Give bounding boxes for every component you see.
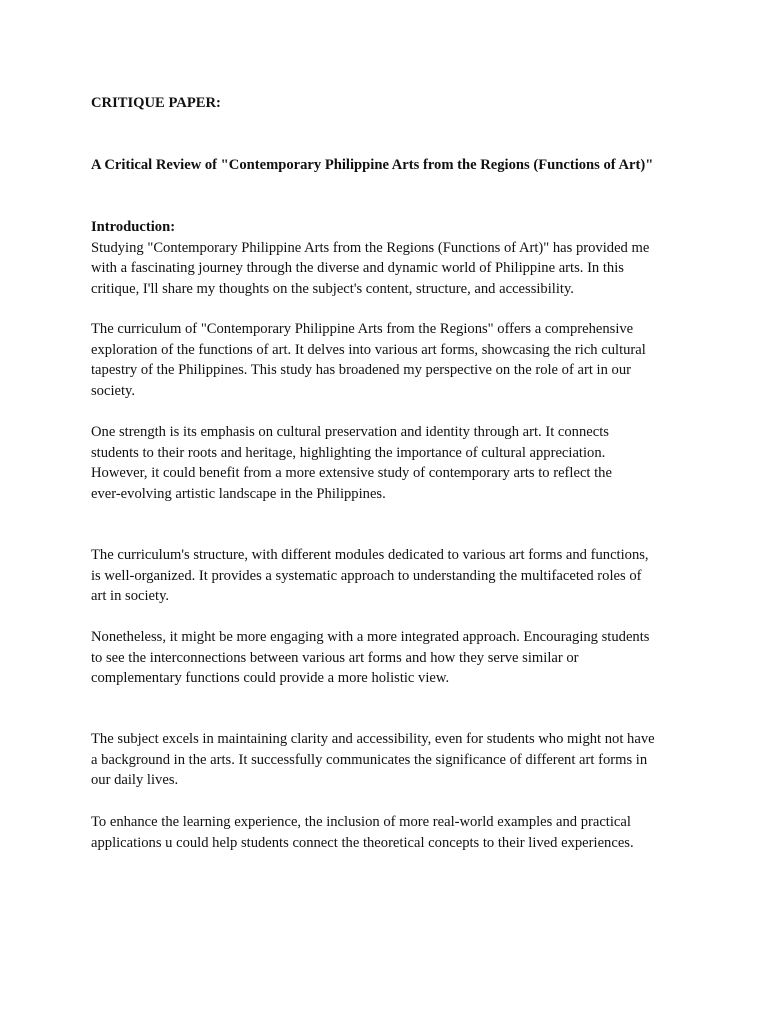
document-title-text: A Critical Review of "Contemporary Philippine Arts from the Regions (Functions of Art)": [91, 157, 654, 173]
paragraph-line: To enhance the learning experience, the inclusion of more real-world examples and practical: [91, 814, 631, 830]
paragraph-line: Studying "Contemporary Philippine Arts from the Regions (Functions of Art)" has provided me: [91, 239, 650, 256]
paragraph-line: exploration of the functions of art. It delves into various art forms, showcasing the rich cultural: [91, 341, 646, 358]
introduction-section: [91, 217, 681, 299]
paragraph-line: to see the interconnections between various art forms and how they serve similar or: [91, 649, 579, 666]
introduction-heading: Introduction:: [91, 219, 176, 235]
paragraph-integration: [91, 627, 681, 689]
paragraph-line: complementary functions could provide a more holistic view.: [91, 670, 450, 687]
paragraph-line: our daily lives.: [91, 772, 179, 789]
paragraph-strength: [91, 422, 681, 504]
paragraph-line: with a fascinating journey through the diverse and dynamic world of Philippine arts. In this: [91, 260, 624, 277]
document-label-text: CRITIQUE PAPER:: [91, 95, 221, 111]
paragraph-line: a background in the arts. It successfully communicates the significance of different art forms in: [91, 751, 648, 768]
paragraph-line: is well-organized. It provides a systematic approach to understanding the multifaceted roles of: [91, 567, 642, 584]
paragraph-line: applications u could help students connect the theoretical concepts to their lived experiences.: [91, 834, 634, 851]
paragraph-line: society.: [91, 382, 136, 399]
paragraph-enhancement: [91, 812, 681, 853]
paragraph-structure: [91, 545, 681, 607]
paragraph-line: ever-evolving artistic landscape in the Philippines.: [91, 485, 386, 502]
paragraph-line: The subject excels in maintaining clarity and accessibility, even for students who might not have: [91, 731, 655, 747]
paragraph-line: critique, I'll share my thoughts on the subject's content, structure, and accessibility.: [91, 280, 574, 297]
paragraph-line: art in society.: [91, 588, 170, 605]
paragraph-line: One strength is its emphasis on cultural preservation and identity through art. It connects: [91, 424, 609, 440]
paragraph-clarity: [91, 729, 681, 791]
document-title: [91, 155, 681, 176]
document-label: [91, 93, 681, 114]
paragraph-line: The curriculum's structure, with different modules dedicated to various art forms and functions,: [91, 547, 649, 563]
paragraph-line: However, it could benefit from a more extensive study of contemporary arts to reflect the: [91, 465, 612, 482]
paragraph-line: The curriculum of "Contemporary Philippine Arts from the Regions" offers a comprehensive: [91, 321, 634, 337]
paragraph-line: students to their roots and heritage, highlighting the importance of cultural appreciation.: [91, 444, 606, 461]
paragraph-line: Nonetheless, it might be more engaging with a more integrated approach. Encouraging students: [91, 629, 650, 645]
paragraph-curriculum: [91, 319, 681, 401]
paragraph-line: tapestry of the Philippines. This study has broadened my perspective on the role of art in our: [91, 362, 631, 379]
